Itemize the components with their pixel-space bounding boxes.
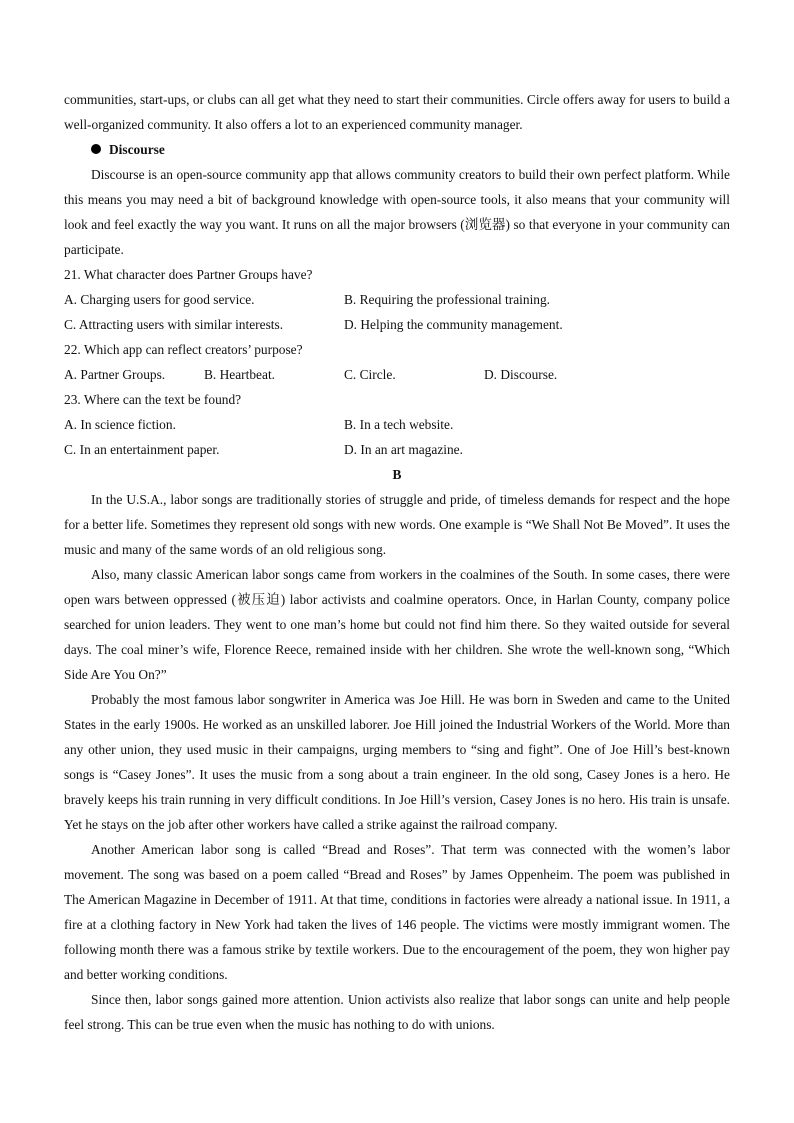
option-a: A. In science fiction. — [64, 417, 176, 432]
question-21-options — [64, 287, 730, 337]
option-d: D. Discourse. — [484, 367, 558, 382]
paragraph: Since then, labor songs gained more attention. Union activists also realize that labor songs can unite and help people feel strong. This can be true even when the music has nothing to do with unions. — [64, 992, 730, 1032]
section-b-heading: B — [392, 467, 402, 482]
question-22-options — [64, 362, 730, 387]
question-23-stem: 23. Where can the text be found? — [64, 392, 242, 407]
option-c: C. Attracting users with similar interests. — [64, 317, 284, 332]
question-23-options — [64, 412, 730, 462]
option-a: A. Charging users for good service. — [64, 292, 255, 307]
option-d: D. Helping the community management. — [344, 317, 563, 332]
question-22-stem: 22. Which app can reflect creators’ purpose? — [64, 342, 303, 357]
question-21-stem: 21. What character does Partner Groups have? — [64, 267, 313, 282]
option-a: A. Partner Groups. — [64, 367, 166, 382]
paragraph: In the U.S.A., labor songs are traditionally stories of struggle and pride, of timeless demands for respect and the hope for a better life. Sometimes they represent old songs with new words. One example is “We Shall Not Be Moved”. It uses the music and many of the same words of an old religious song. — [64, 492, 730, 557]
paragraph: Another American labor song is called “Bread and Roses”. That term was connected with the women’s labor movement. The song was based on a poem called “Bread and Roses” by James Oppenheim. The poem was published in The American Magazine in December of 1911. At that time, conditions in factories were already a national issue. In 1911, a fire at a clothing factory in New York had taken the lives of 146 people. The victims were mostly immigrant women. The following month there was a famous strike by textile workers. Due to the encouragement of the poem, they won higher pay and better working conditions. — [64, 842, 730, 982]
discourse-heading-text: Discourse — [109, 142, 165, 157]
discourse-paragraph: Discourse is an open-source community app that allows community creators to build their own perfect platform. While this means you may need a bit of background knowledge with open-source tools, it also means that your community will look and feel exactly the way you want. It runs on all the major browsers (浏览器) so that everyone in your community can participate. — [64, 167, 730, 257]
option-d: D. In an art magazine. — [344, 442, 463, 457]
page-content — [64, 87, 730, 1037]
bullet-icon — [91, 144, 101, 154]
paragraph: Probably the most famous labor songwriter in America was Joe Hill. He was born in Sweden and came to the United States in the early 1900s. He worked as an unskilled laborer. Joe Hill joined the Industrial Workers of the World. More than any other union, they used music in their campaigns, urging members to “sing and fight”. One of Joe Hill’s best-known songs is “Casey Jones”. It uses the music from a song about a train engineer. In the old song, Casey Jones is a hero. He bravely keeps his train running in very difficult conditions. In Joe Hill’s version, Casey Jones is no hero. His train is unsafe. Yet he stays on the job after other workers have called a strike against the railroad company. — [64, 692, 730, 832]
option-b: B. Heartbeat. — [204, 367, 276, 382]
option-c: C. In an entertainment paper. — [64, 442, 220, 457]
option-b: B. Requiring the professional training. — [344, 292, 551, 307]
option-b: B. In a tech website. — [344, 417, 454, 432]
option-c: C. Circle. — [344, 367, 396, 382]
paragraph: Also, many classic American labor songs came from workers in the coalmines of the South. In some cases, there were open wars between oppressed (被压迫) labor activists and coalmine operators. Once, in Harlan County, company police searched for union leaders. They went to one man’s home but could not find him there. So they waited outside for several days. The coal miner’s wife, Florence Reece, remained inside with her children. She wrote the well-known song, “Which Side Are You On?” — [64, 567, 730, 682]
circle-paragraph: communities, start-ups, or clubs can all get what they need to start their communities. Circle offers away for users to build a well-organized community. It also offers a lot to an experienced community manager. — [64, 92, 730, 132]
discourse-heading — [91, 137, 730, 162]
